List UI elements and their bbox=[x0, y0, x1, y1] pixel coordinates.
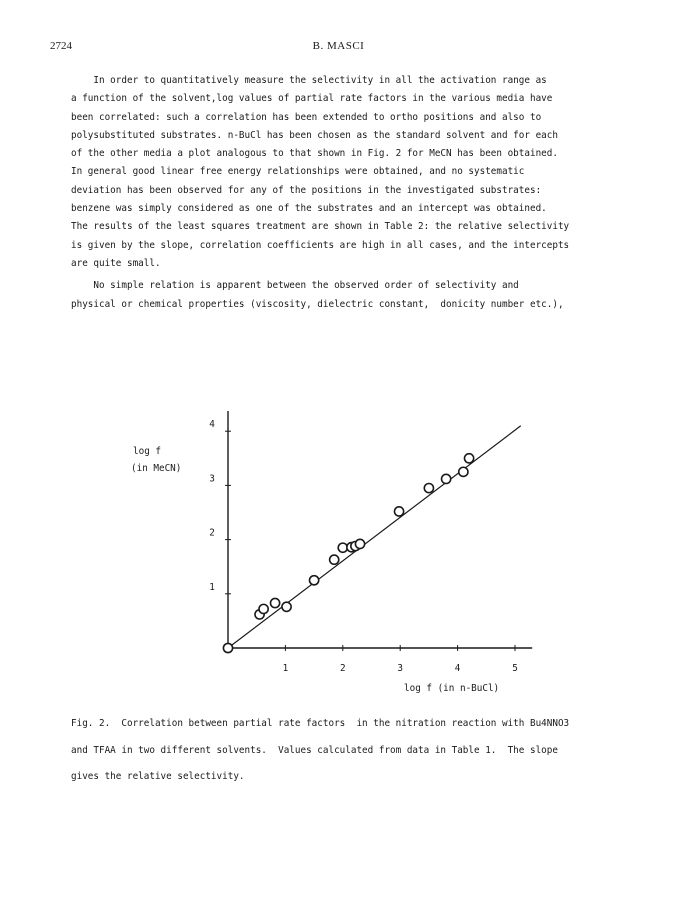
x-tick-label: 4 bbox=[454, 663, 461, 674]
text-line: and TFAA in two different solvents. Values calculated from data in Table 1. The slope bbox=[71, 744, 558, 756]
regression-line bbox=[228, 426, 521, 648]
text-line: polysubstituted substrates. n-BuCl has been chosen as the standard solvent and for each bbox=[71, 129, 558, 141]
chart-axes bbox=[209, 411, 532, 674]
data-point bbox=[355, 539, 364, 548]
running-head: B. MASCI bbox=[312, 40, 365, 52]
text-line: No simple relation is apparent between the observed order of selectivity and bbox=[71, 280, 519, 292]
text-line: a function of the solvent,log values of partial rate factors in the various media have bbox=[71, 93, 553, 105]
data-point bbox=[424, 484, 433, 493]
text-line: of the other media a plot analogous to that shown in Fig. 2 for MeCN has been obtained. bbox=[71, 148, 558, 160]
x-axis-label: log f (in n-BuCl) bbox=[404, 683, 500, 694]
data-point bbox=[442, 474, 451, 483]
text-line: been correlated: such a correlation has been extended to ortho positions and also to bbox=[71, 111, 542, 123]
text-line: are quite small. bbox=[71, 257, 161, 269]
text-line: is given by the slope, correlation coefficients are high in all cases, and the intercepts bbox=[71, 239, 570, 251]
data-point bbox=[259, 604, 268, 613]
text-line: In order to quantitatively measure the selectivity in all the activation range as bbox=[71, 75, 547, 86]
text-line: deviation has been observed for any of the positions in the investigated substrates: bbox=[71, 184, 542, 196]
data-point bbox=[459, 467, 468, 476]
x-tick-label: 2 bbox=[339, 663, 346, 674]
data-point bbox=[338, 543, 347, 552]
data-point bbox=[330, 555, 339, 564]
text-line: physical or chemical properties (viscosity, dielectric constant, donicity number etc.), bbox=[71, 298, 564, 310]
text-line: Fig. 2. Correlation between partial rate factors in the nitration reaction with Bu4NNO3 bbox=[71, 718, 570, 730]
data-point bbox=[310, 576, 319, 585]
y-axis-label-line1: log f bbox=[133, 446, 161, 457]
y-tick-label: 4 bbox=[209, 419, 215, 431]
data-point bbox=[270, 598, 279, 607]
x-tick-label: 5 bbox=[512, 663, 518, 674]
text-line: The results of the least squares treatment are shown in Table 2: the relative selectivity bbox=[71, 221, 570, 233]
y-tick-label: 1 bbox=[209, 581, 215, 593]
text-line: In general good linear free energy relationships were obtained, and no systematic bbox=[71, 166, 525, 178]
page-number: 2724 bbox=[50, 40, 72, 52]
figure-caption bbox=[71, 706, 611, 794]
fit-line-group bbox=[228, 426, 521, 648]
data-point bbox=[394, 507, 403, 516]
x-tick-label: 1 bbox=[282, 663, 289, 674]
text-line: benzene was simply considered as one of the substrates and an intercept was obtained. bbox=[71, 203, 547, 215]
y-tick-label: 3 bbox=[209, 473, 215, 485]
text-line: gives the relative selectivity. bbox=[71, 770, 245, 782]
y-axis-label-line2: (in MeCN) bbox=[131, 463, 182, 474]
y-tick-label: 2 bbox=[209, 527, 215, 539]
x-tick-label: 3 bbox=[397, 663, 404, 674]
data-point bbox=[464, 454, 473, 463]
data-point bbox=[223, 643, 232, 652]
data-point bbox=[282, 602, 291, 611]
